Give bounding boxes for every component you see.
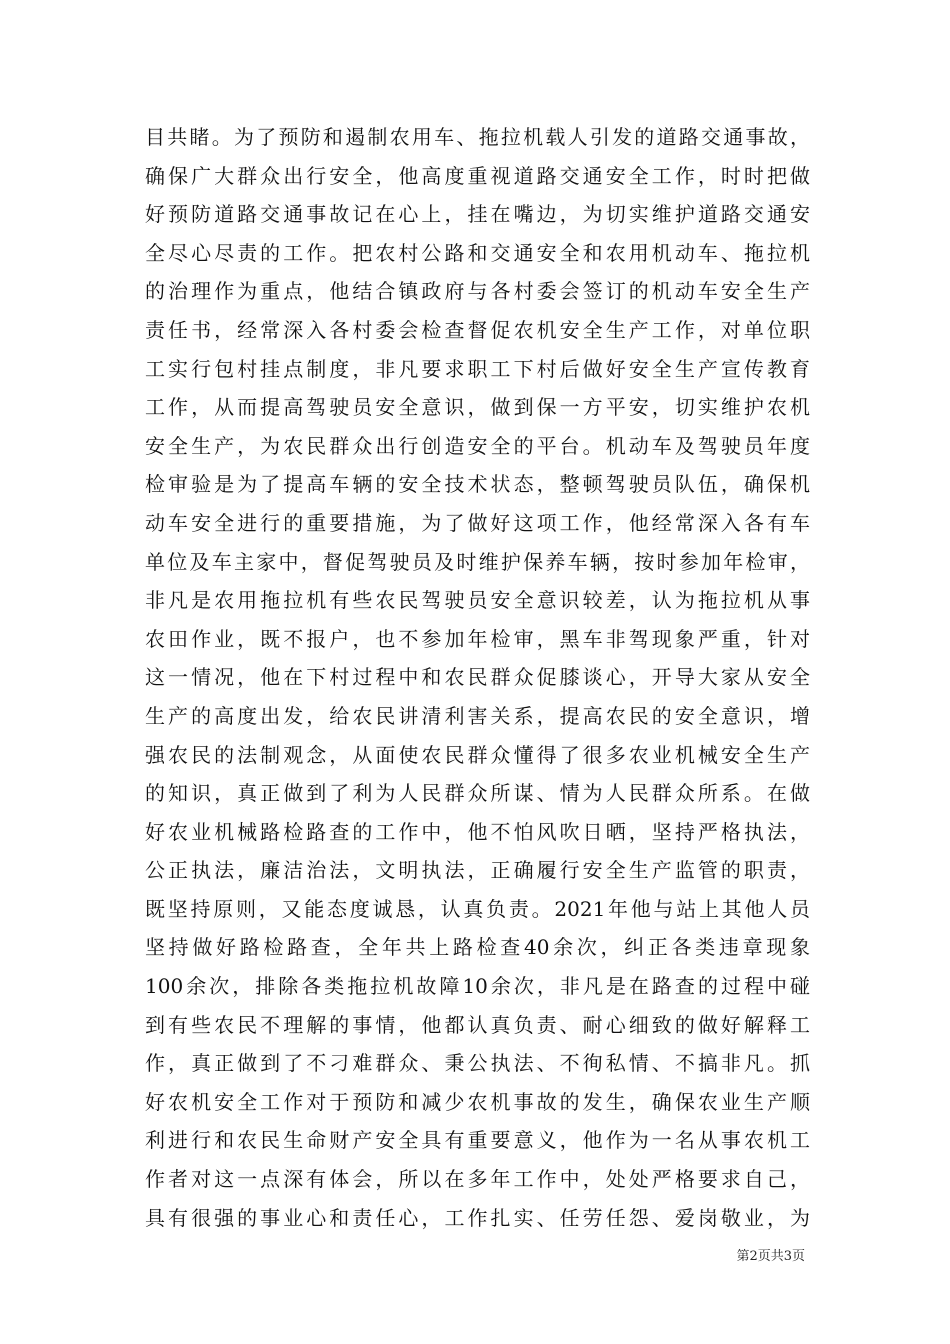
text-line: 工实行包村挂点制度，非凡要求职工下村后做好安全生产宣传教育 (145, 356, 810, 381)
text-line: 作，真正做到了不刁难群众、秉公执法、不徇私情、不搞非凡。抓 (145, 1051, 810, 1076)
text-line: 具有很强的事业心和责任心，工作扎实、任劳任怨、爱岗敬业，为 (145, 1205, 810, 1230)
text-line: 这一情况，他在下村过程中和农民群众促膝谈心，开导大家从安全 (145, 665, 810, 690)
page-number: 第2页共3页 (736, 1249, 805, 1264)
text-line: 公正执法，廉洁治法，文明执法，正确履行安全生产监管的职责， (145, 858, 810, 883)
text-line: 作者对这一点深有体会，所以在多年工作中，处处严格要求自己， (145, 1167, 810, 1192)
text-line: 的知识，真正做到了利为人民群众所谋、情为人民群众所系。在做 (145, 781, 810, 806)
text-line: 全尽心尽责的工作。把农村公路和交通安全和农用机动车、拖拉机 (145, 240, 810, 265)
text-line: 责任书，经常深入各村委会检查督促农机安全生产工作，对单位职 (145, 317, 810, 342)
text-line: 100余次，排除各类拖拉机故障10余次，非凡是在路查的过程中碰 (145, 974, 810, 999)
text-line: 生产的高度出发，给农民讲清利害关系，提高农民的安全意识，增 (145, 703, 810, 728)
text-line: 农田作业，既不报户，也不参加年检审，黑车非驾现象严重，针对 (145, 626, 810, 651)
text-line: 检审验是为了提高车辆的安全技术状态，整顿驾驶员队伍，确保机 (145, 472, 810, 497)
text-line: 利进行和农民生命财产安全具有重要意义，他作为一名从事农机工 (145, 1128, 810, 1153)
text-line: 好农机安全工作对于预防和减少农机事故的发生，确保农业生产顺 (145, 1089, 810, 1114)
text-line: 目共睹。为了预防和遏制农用车、拖拉机载人引发的道路交通事故， (145, 125, 810, 149)
text-line: 好预防道路交通事故记在心上，挂在嘴边，为切实维护道路交通安 (145, 202, 810, 227)
text-line: 强农民的法制观念，从面使农民群众懂得了很多农业机械安全生产 (145, 742, 810, 767)
text-line: 确保广大群众出行安全，他高度重视道路交通安全工作，时时把做 (145, 163, 810, 188)
text-line: 非凡是农用拖拉机有些农民驾驶员安全意识较差，认为拖拉机从事 (145, 588, 810, 613)
text-line: 动车安全进行的重要措施，为了做好这项工作，他经常深入各有车 (145, 510, 810, 535)
text-line: 到有些农民不理解的事情，他都认真负责、耐心细致的做好解释工 (145, 1012, 810, 1037)
body-text (145, 118, 810, 1237)
text-line: 安全生产，为农民群众出行创造安全的平台。机动车及驾驶员年度 (145, 433, 810, 458)
text-line: 的治理作为重点，他结合镇政府与各村委会签订的机动车安全生产 (145, 279, 810, 304)
text-line: 坚持做好路检路查，全年共上路检查40余次，纠正各类违章现象 (145, 935, 810, 960)
text-line: 单位及车主家中，督促驾驶员及时维护保养车辆，按时参加年检审， (145, 549, 810, 574)
text-line: 工作，从而提高驾驶员安全意识，做到保一方平安，切实维护农机 (145, 395, 810, 420)
text-line: 既坚持原则，又能态度诚恳，认真负责。2021年他与站上其他人员 (145, 896, 810, 921)
text-line: 好农业机械路检路查的工作中，他不怕风吹日晒，坚持严格执法， (145, 819, 810, 844)
